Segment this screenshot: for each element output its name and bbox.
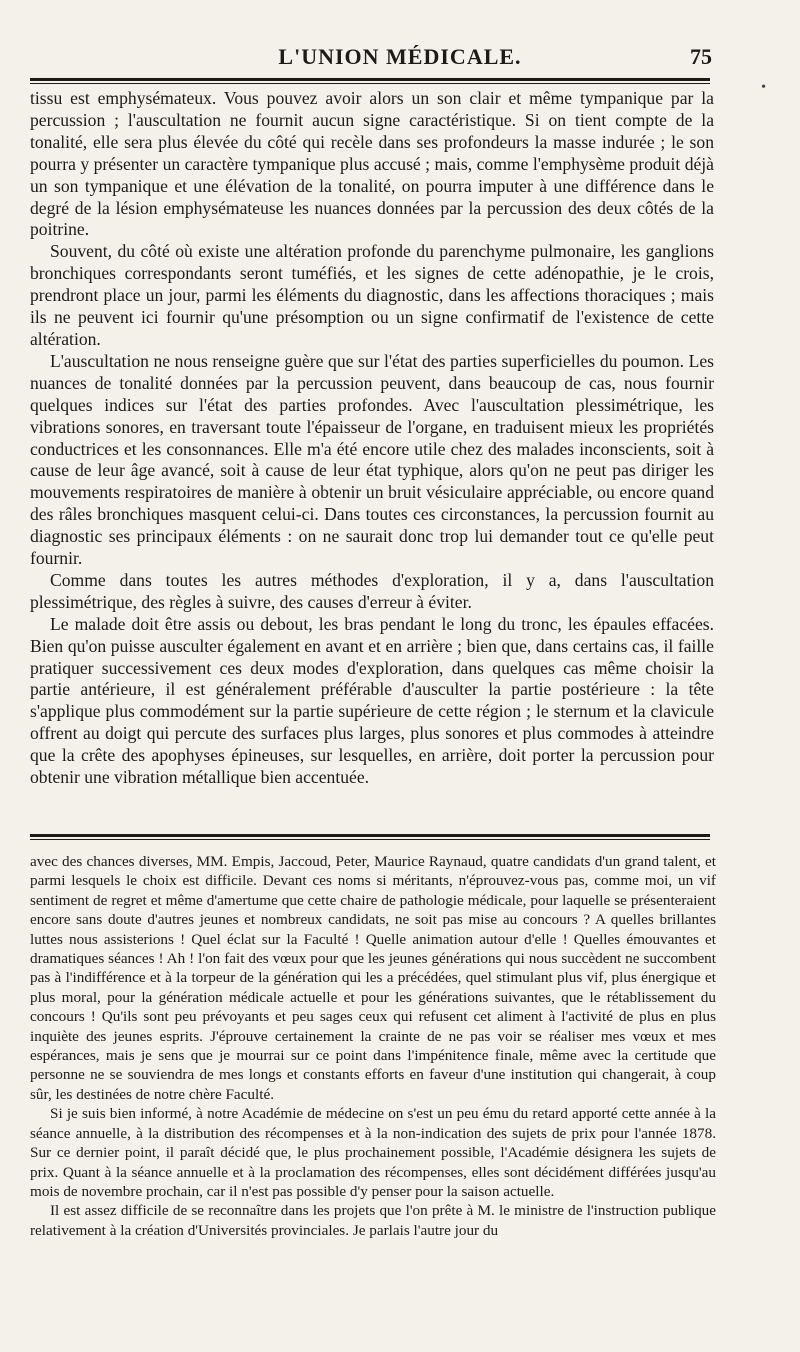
paragraph: tissu est emphysémateux. Vous pouvez avoir alors un son clair et même tympanique par la percussion ; l'auscultation ne fournit aucun signe caractéristique. Si on tient compte de la tonalité, elle sera plus élevée du côté qui recèle dans ses profondeurs la masse indurée ; le son pourra y présenter un caractère tympanique plus accusé ; mais, comme l'emphysème produit déjà un son tympanique et une élévation de la tonalité, on pourra imputer à une différence dans le degré de la lésion emphysémateuse les nuances données par la percussion des deux côtés de la poitrine.	[30, 88, 714, 240]
feuilleton-rule	[30, 834, 710, 840]
feuilleton-paragraph: avec des chances diverses, MM. Empis, Jaccoud, Peter, Maurice Raynaud, quatre candidats d'un grand talent, et parmi lesquels le choix est difficile. Devant ces noms si méritants, n'éprouvez-vous pas, comme moi, un vif sentiment de regret et même d'amertume que cette chaire de pathologie médicale, pour laquelle se présenteraient encore sans doute d'autres jeunes et nombreux candidats, ne soit pas mise au concours ? A quelles brillantes luttes nous assisterions ! Quel éclat sur la Faculté ! Quelle animation autour d'elle ! Quelles émouvantes et dramatiques séances ! Ah ! l'on fait des vœux pour que les jeunes générations qui nous succèdent ne succombent pas à l'indifférence et à la torpeur de la génération qui les a précédées, quel stimulant plus vif, plus énergique et plus moral, pour la génération médicale actuelle et pour les générations suivantes, que le rétablissement du concours ! Qu'ils sont peu prévoyants et peu sages ceux qui refusent cet aliment à l'activité de plus en plus inquiète des jeunes esprits. J'éprouve certainement la crainte de ne pas voir se réaliser mes vœux et mes espérances, mais je sens que je mourrai sur ce point dans l'impénitence finale, même avec la certitude que personne ne se souviendra de mes longs et constants efforts en faveur d'une institution qui changerait, à coup sûr, les destinées de notre chère Faculté.	[30, 853, 716, 1103]
page-number: 75	[690, 44, 712, 69]
feuilleton-paragraph: Si je suis bien informé, à notre Académie de médecine on s'est un peu ému du retard apporté cette année à la séance annuelle, à la distribution des récompenses et à la non-indication des sujets de prix pour l'année 1878. Sur ce dernier point, il paraît décidé que, le plus prochainement possible, l'Académie désignera les sujets de prix. Quant à la séance annuelle et à la proclamation des récompenses, elles sont décidément différées jusqu'au mois de novembre prochain, car il n'est pas possible d'y penser pour la saison actuelle.	[30, 1105, 716, 1200]
header-rule	[30, 78, 710, 84]
journal-title: L'UNION MÉDICALE.	[278, 44, 522, 69]
paragraph: L'auscultation ne nous renseigne guère que sur l'état des parties superficielles du poumon. Les nuances de tonalité données par la percussion peuvent, dans beaucoup de cas, nous fournir quelques indices sur l'état des parties profondes. Avec l'auscultation plessimétrique, les vibrations sonores, en traversant toute l'épaisseur de l'organe, en traduisent mieux les propriétés conductrices et les consonnances. Elle m'a été encore utile chez des malades inconscients, soit à cause de leur âge avancé, soit à cause de leur état typhique, alors qu'on ne peut pas diriger les mouvements respiratoires de manière à obtenir un bruit vésiculaire appréciable, ou encore quand des râles bronchiques masquent celui-ci. Dans toutes ces circonstances, la percussion fournit au diagnostic ses principaux éléments : on ne saurait donc trop lui demander tout ce qu'elle peut fournir.	[30, 350, 714, 569]
main-article-text	[30, 88, 714, 789]
paragraph: Souvent, du côté où existe une altération profonde du parenchyme pulmonaire, les ganglions bronchiques correspondants seront tuméfiés, et les signes de cette adénopathie, je le crois, prendront place un jour, parmi les éléments du diagnostic, dans les affections thoraciques ; mais ils ne peuvent ici fournir qu'une présomption ou un signe confirmatif de l'existence de cette altération.	[30, 241, 714, 349]
paragraph: Comme dans toutes les autres méthodes d'exploration, il y a, dans l'auscultation plessimétrique, des règles à suivre, des causes d'erreur à éviter.	[30, 569, 714, 612]
paragraph: Le malade doit être assis ou debout, les bras pendant le long du tronc, les épaules effacées. Bien qu'on puisse ausculter également en avant et en arrière ; bien que, dans certains cas, il faille pratiquer successivement ces deux modes d'exploration, dans quelques cas même choisir la partie antérieure, il est généralement préférable d'ausculter la partie postérieure : la tête s'applique plus commodément sur la partie supérieure de cette région ; le sternum et la clavicule offrent au doigt qui percute des surfaces plus larges, plus sonores et plus commodes à atteindre que la crête des apophyses épineuses, sur lesquelles, en arrière, doit porter la percussion pour obtenir une vibration métallique bien accentuée.	[30, 613, 714, 788]
feuilleton-paragraph: Il est assez difficile de se reconnaître dans les projets que l'on prête à M. le ministre de l'instruction publique relativement à la création d'Universités provinciales. Je parlais l'autre jour du	[30, 1202, 716, 1239]
feuilleton-text	[30, 852, 716, 1240]
margin-mark: •	[761, 80, 766, 95]
running-header	[0, 40, 800, 70]
